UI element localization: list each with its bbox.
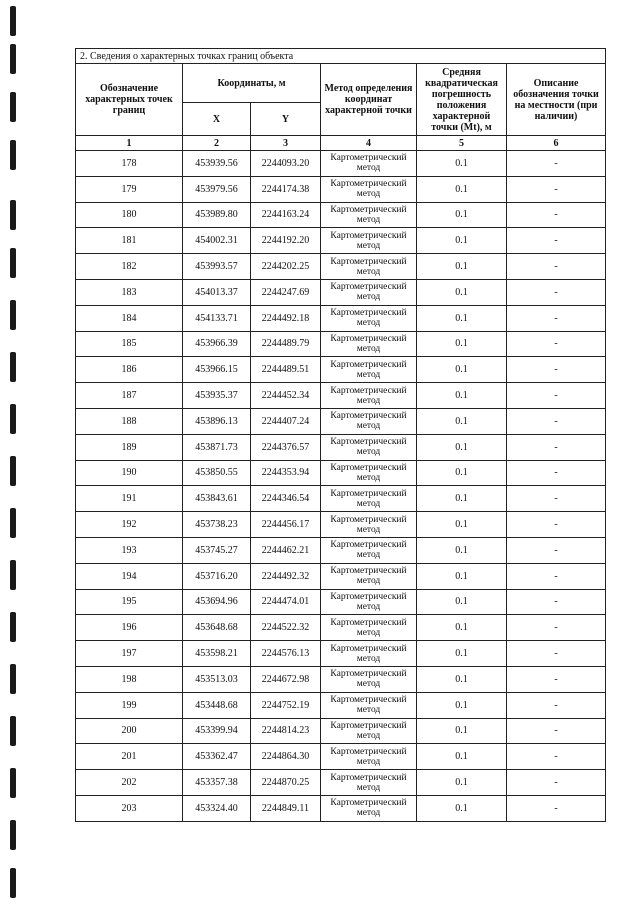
method-cell: Картометрический метод — [321, 666, 417, 692]
y-coordinate-cell: 2244093.20 — [251, 151, 321, 177]
method-cell: Картометрический метод — [321, 151, 417, 177]
x-coordinate-cell: 453362.47 — [183, 744, 251, 770]
description-cell: - — [507, 666, 606, 692]
error-cell: 0.1 — [417, 537, 507, 563]
y-coordinate-cell: 2244452.34 — [251, 383, 321, 409]
table-row — [76, 718, 606, 744]
y-coordinate-cell: 2244353.94 — [251, 460, 321, 486]
table-row — [76, 331, 606, 357]
point-id-cell: 190 — [76, 460, 183, 486]
x-coordinate-cell: 453939.56 — [183, 151, 251, 177]
description-cell: - — [507, 641, 606, 667]
description-cell: - — [507, 331, 606, 357]
binding-hole — [10, 820, 16, 850]
x-coordinate-cell: 453935.37 — [183, 383, 251, 409]
y-coordinate-cell: 2244864.30 — [251, 744, 321, 770]
method-cell: Картометрический метод — [321, 486, 417, 512]
y-coordinate-cell: 2244522.32 — [251, 615, 321, 641]
table-row — [76, 563, 606, 589]
binding-hole — [10, 92, 16, 122]
y-coordinate-cell: 2244247.69 — [251, 279, 321, 305]
x-coordinate-cell: 453716.20 — [183, 563, 251, 589]
x-coordinate-cell: 453694.96 — [183, 589, 251, 615]
table-row — [76, 744, 606, 770]
method-cell: Картометрический метод — [321, 331, 417, 357]
error-cell: 0.1 — [417, 692, 507, 718]
binding-hole — [10, 44, 16, 74]
error-cell: 0.1 — [417, 305, 507, 331]
error-cell: 0.1 — [417, 641, 507, 667]
method-cell: Картометрический метод — [321, 641, 417, 667]
column-number: 5 — [417, 136, 507, 151]
error-cell: 0.1 — [417, 202, 507, 228]
method-cell: Картометрический метод — [321, 589, 417, 615]
error-cell: 0.1 — [417, 770, 507, 796]
y-coordinate-cell: 2244174.38 — [251, 176, 321, 202]
method-cell: Картометрический метод — [321, 176, 417, 202]
x-coordinate-cell: 454013.37 — [183, 279, 251, 305]
description-cell: - — [507, 383, 606, 409]
error-cell: 0.1 — [417, 589, 507, 615]
x-coordinate-cell: 453993.57 — [183, 254, 251, 280]
error-cell: 0.1 — [417, 718, 507, 744]
point-id-cell: 184 — [76, 305, 183, 331]
method-cell: Картометрический метод — [321, 770, 417, 796]
binding-hole — [10, 200, 16, 230]
point-id-cell: 187 — [76, 383, 183, 409]
binding-hole — [10, 664, 16, 694]
table-row — [76, 615, 606, 641]
table-row — [76, 537, 606, 563]
point-id-cell: 188 — [76, 408, 183, 434]
table-row — [76, 408, 606, 434]
error-cell: 0.1 — [417, 434, 507, 460]
x-coordinate-cell: 453896.13 — [183, 408, 251, 434]
method-cell: Картометрический метод — [321, 615, 417, 641]
document-sheet — [75, 48, 605, 822]
error-cell: 0.1 — [417, 383, 507, 409]
error-cell: 0.1 — [417, 176, 507, 202]
point-id-cell: 182 — [76, 254, 183, 280]
table-row — [76, 486, 606, 512]
table-row — [76, 305, 606, 331]
point-id-cell: 191 — [76, 486, 183, 512]
point-id-cell: 202 — [76, 770, 183, 796]
x-coordinate-cell: 453989.80 — [183, 202, 251, 228]
x-coordinate-cell: 454133.71 — [183, 305, 251, 331]
error-cell: 0.1 — [417, 279, 507, 305]
description-cell: - — [507, 408, 606, 434]
table-row — [76, 512, 606, 538]
error-cell: 0.1 — [417, 460, 507, 486]
point-id-cell: 193 — [76, 537, 183, 563]
error-cell: 0.1 — [417, 666, 507, 692]
y-coordinate-cell: 2244489.51 — [251, 357, 321, 383]
binding-hole — [10, 612, 16, 642]
x-coordinate-cell: 453648.68 — [183, 615, 251, 641]
method-cell: Картометрический метод — [321, 279, 417, 305]
y-coordinate-cell: 2244456.17 — [251, 512, 321, 538]
point-id-cell: 183 — [76, 279, 183, 305]
description-cell: - — [507, 357, 606, 383]
method-cell: Картометрический метод — [321, 692, 417, 718]
table-row — [76, 641, 606, 667]
error-cell: 0.1 — [417, 254, 507, 280]
description-cell: - — [507, 151, 606, 177]
x-coordinate-cell: 453966.15 — [183, 357, 251, 383]
error-cell: 0.1 — [417, 744, 507, 770]
method-cell: Картометрический метод — [321, 718, 417, 744]
header-description: Описание обозначения точки на местности (при наличии) — [507, 64, 606, 136]
x-coordinate-cell: 453850.55 — [183, 460, 251, 486]
y-coordinate-cell: 2244492.18 — [251, 305, 321, 331]
method-cell: Картометрический метод — [321, 795, 417, 821]
error-cell: 0.1 — [417, 486, 507, 512]
binding-hole — [10, 456, 16, 486]
point-id-cell: 201 — [76, 744, 183, 770]
point-id-cell: 198 — [76, 666, 183, 692]
method-cell: Картометрический метод — [321, 228, 417, 254]
method-cell: Картометрический метод — [321, 512, 417, 538]
table-row — [76, 666, 606, 692]
y-coordinate-cell: 2244163.24 — [251, 202, 321, 228]
method-cell: Картометрический метод — [321, 744, 417, 770]
table-row — [76, 770, 606, 796]
header-x: X — [183, 103, 251, 136]
y-coordinate-cell: 2244474.01 — [251, 589, 321, 615]
description-cell: - — [507, 176, 606, 202]
x-coordinate-cell: 453324.40 — [183, 795, 251, 821]
header-method: Метод определения координат характерной точки — [321, 64, 417, 136]
point-id-cell: 181 — [76, 228, 183, 254]
point-id-cell: 194 — [76, 563, 183, 589]
binding-hole — [10, 352, 16, 382]
x-coordinate-cell: 453871.73 — [183, 434, 251, 460]
error-cell: 0.1 — [417, 151, 507, 177]
binding-hole — [10, 6, 16, 36]
x-coordinate-cell: 453448.68 — [183, 692, 251, 718]
header-error: Средняя квадратическая погрешность положения характерной точки (Mt), м — [417, 64, 507, 136]
description-cell: - — [507, 512, 606, 538]
point-id-cell: 199 — [76, 692, 183, 718]
error-cell: 0.1 — [417, 615, 507, 641]
method-cell: Картометрический метод — [321, 408, 417, 434]
column-number: 6 — [507, 136, 606, 151]
binding-hole — [10, 868, 16, 898]
x-coordinate-cell: 454002.31 — [183, 228, 251, 254]
binding-hole — [10, 248, 16, 278]
column-number: 1 — [76, 136, 183, 151]
table-row — [76, 357, 606, 383]
binding-hole — [10, 716, 16, 746]
method-cell: Картометрический метод — [321, 460, 417, 486]
description-cell: - — [507, 718, 606, 744]
method-cell: Картометрический метод — [321, 305, 417, 331]
x-coordinate-cell: 453738.23 — [183, 512, 251, 538]
method-cell: Картометрический метод — [321, 563, 417, 589]
point-id-cell: 180 — [76, 202, 183, 228]
binding-hole — [10, 768, 16, 798]
description-cell: - — [507, 305, 606, 331]
table-row — [76, 202, 606, 228]
description-cell: - — [507, 770, 606, 796]
point-id-cell: 179 — [76, 176, 183, 202]
point-id-cell: 196 — [76, 615, 183, 641]
point-id-cell: 197 — [76, 641, 183, 667]
y-coordinate-cell: 2244346.54 — [251, 486, 321, 512]
description-cell: - — [507, 228, 606, 254]
method-cell: Картометрический метод — [321, 254, 417, 280]
point-id-cell: 195 — [76, 589, 183, 615]
y-coordinate-cell: 2244849.11 — [251, 795, 321, 821]
description-cell: - — [507, 563, 606, 589]
description-cell: - — [507, 202, 606, 228]
point-id-cell: 189 — [76, 434, 183, 460]
error-cell: 0.1 — [417, 563, 507, 589]
description-cell: - — [507, 254, 606, 280]
method-cell: Картометрический метод — [321, 357, 417, 383]
binding-hole — [10, 560, 16, 590]
table-body — [76, 151, 606, 822]
column-number: 2 — [183, 136, 251, 151]
error-cell: 0.1 — [417, 795, 507, 821]
column-number: 4 — [321, 136, 417, 151]
binding-hole — [10, 140, 16, 170]
y-coordinate-cell: 2244407.24 — [251, 408, 321, 434]
description-cell: - — [507, 589, 606, 615]
description-cell: - — [507, 615, 606, 641]
binding-holes — [0, 0, 28, 905]
point-id-cell: 200 — [76, 718, 183, 744]
x-coordinate-cell: 453513.03 — [183, 666, 251, 692]
table-row — [76, 151, 606, 177]
y-coordinate-cell: 2244576.13 — [251, 641, 321, 667]
method-cell: Картометрический метод — [321, 383, 417, 409]
x-coordinate-cell: 453399.94 — [183, 718, 251, 744]
error-cell: 0.1 — [417, 331, 507, 357]
table-row — [76, 383, 606, 409]
y-coordinate-cell: 2244462.21 — [251, 537, 321, 563]
description-cell: - — [507, 795, 606, 821]
error-cell: 0.1 — [417, 228, 507, 254]
binding-hole — [10, 508, 16, 538]
table-row — [76, 176, 606, 202]
section-title: 2. Сведения о характерных точках границ объекта — [76, 49, 606, 64]
description-cell: - — [507, 460, 606, 486]
table-row — [76, 279, 606, 305]
table-row — [76, 254, 606, 280]
y-coordinate-cell: 2244376.57 — [251, 434, 321, 460]
header-y: Y — [251, 103, 321, 136]
y-coordinate-cell: 2244202.25 — [251, 254, 321, 280]
description-cell: - — [507, 279, 606, 305]
point-id-cell: 186 — [76, 357, 183, 383]
method-cell: Картометрический метод — [321, 434, 417, 460]
table-row — [76, 228, 606, 254]
header-coordinates: Координаты, м — [183, 64, 321, 103]
description-cell: - — [507, 692, 606, 718]
method-cell: Картометрический метод — [321, 537, 417, 563]
point-id-cell: 178 — [76, 151, 183, 177]
y-coordinate-cell: 2244814.23 — [251, 718, 321, 744]
table-row — [76, 589, 606, 615]
table-row — [76, 434, 606, 460]
description-cell: - — [507, 744, 606, 770]
table-row — [76, 692, 606, 718]
x-coordinate-cell: 453745.27 — [183, 537, 251, 563]
x-coordinate-cell: 453843.61 — [183, 486, 251, 512]
column-number: 3 — [251, 136, 321, 151]
binding-hole — [10, 300, 16, 330]
y-coordinate-cell: 2244870.25 — [251, 770, 321, 796]
table-row — [76, 460, 606, 486]
point-id-cell: 203 — [76, 795, 183, 821]
point-id-cell: 185 — [76, 331, 183, 357]
point-id-cell: 192 — [76, 512, 183, 538]
header-designation: Обозначение характерных точек границ — [76, 64, 183, 136]
error-cell: 0.1 — [417, 408, 507, 434]
x-coordinate-cell: 453598.21 — [183, 641, 251, 667]
y-coordinate-cell: 2244192.20 — [251, 228, 321, 254]
error-cell: 0.1 — [417, 512, 507, 538]
boundary-points-table — [75, 48, 606, 822]
method-cell: Картометрический метод — [321, 202, 417, 228]
x-coordinate-cell: 453966.39 — [183, 331, 251, 357]
y-coordinate-cell: 2244492.32 — [251, 563, 321, 589]
y-coordinate-cell: 2244752.19 — [251, 692, 321, 718]
description-cell: - — [507, 537, 606, 563]
x-coordinate-cell: 453357.38 — [183, 770, 251, 796]
description-cell: - — [507, 434, 606, 460]
y-coordinate-cell: 2244489.79 — [251, 331, 321, 357]
binding-hole — [10, 404, 16, 434]
x-coordinate-cell: 453979.56 — [183, 176, 251, 202]
y-coordinate-cell: 2244672.98 — [251, 666, 321, 692]
description-cell: - — [507, 486, 606, 512]
table-row — [76, 795, 606, 821]
error-cell: 0.1 — [417, 357, 507, 383]
